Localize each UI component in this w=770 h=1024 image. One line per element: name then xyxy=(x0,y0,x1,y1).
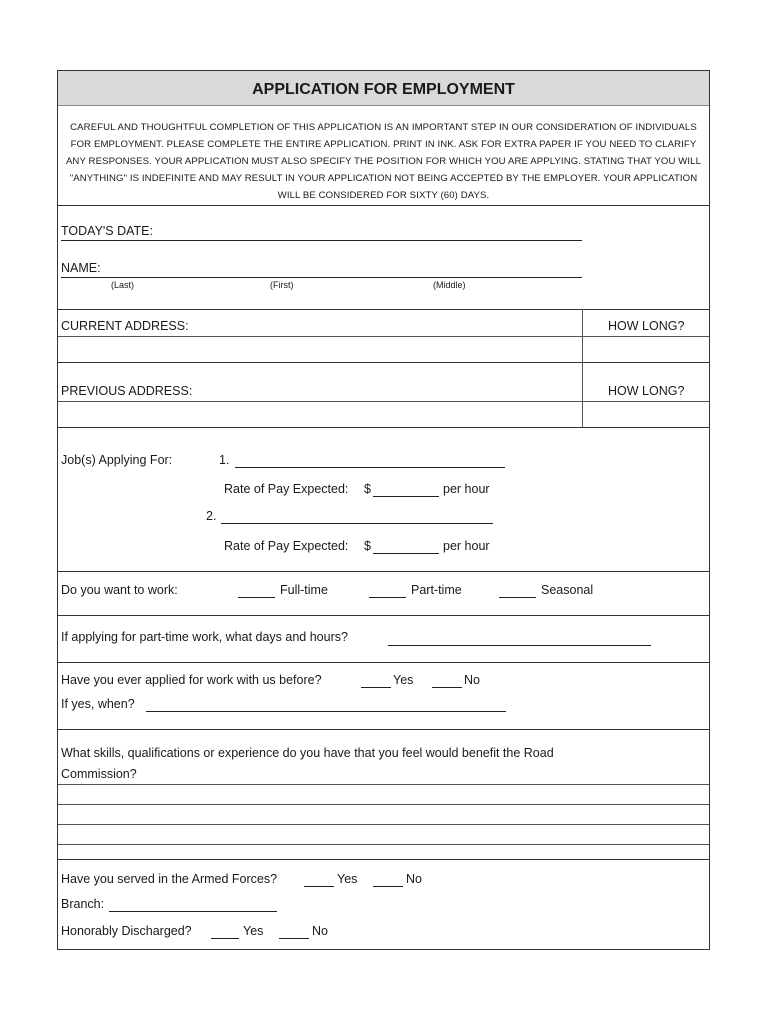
full-time-blank[interactable] xyxy=(238,597,275,598)
branch-label: Branch: xyxy=(61,897,105,911)
seasonal-option: Seasonal xyxy=(541,583,594,597)
current-how-long-field[interactable] xyxy=(583,337,709,361)
armed-yes-label: Yes xyxy=(337,872,358,886)
job-1-number: 1. xyxy=(219,453,230,467)
divider xyxy=(58,205,709,206)
part-time-blank[interactable] xyxy=(369,597,406,598)
job-2-dollar-sign: $ xyxy=(364,539,371,553)
job-1-dollar-sign: $ xyxy=(364,482,371,496)
applied-no-blank[interactable] xyxy=(432,687,462,688)
discharged-question: Honorably Discharged? xyxy=(61,924,192,938)
previous-address-label: PREVIOUS ADDRESS: xyxy=(61,384,193,398)
todays-date-label: TODAY'S DATE: xyxy=(61,224,153,238)
job-1-field[interactable] xyxy=(235,467,505,468)
name-middle-hint: (Middle) xyxy=(433,280,466,290)
divider xyxy=(58,729,709,730)
applied-yes-blank[interactable] xyxy=(361,687,391,688)
discharged-yes-label: Yes xyxy=(243,924,264,938)
applied-before-question: Have you ever applied for work with us before? xyxy=(61,673,322,687)
applied-when-label: If yes, when? xyxy=(61,697,135,711)
applied-when-field[interactable] xyxy=(146,711,506,712)
branch-field[interactable] xyxy=(109,911,277,912)
current-address-field[interactable] xyxy=(58,337,581,361)
job-2-number: 2. xyxy=(206,509,217,523)
divider xyxy=(58,859,709,860)
skills-answer-area[interactable] xyxy=(58,785,709,859)
previous-how-long-label: HOW LONG? xyxy=(608,384,685,398)
skills-question-continued: Commission? xyxy=(61,767,137,781)
full-time-option: Full-time xyxy=(280,583,328,597)
job-2-field[interactable] xyxy=(221,523,493,524)
name-first-hint: (First) xyxy=(270,280,294,290)
skills-question: What skills, qualifications or experience do you have that you feel would benefit the Road xyxy=(61,746,554,760)
discharged-no-label: No xyxy=(312,924,328,938)
job-1-rate-label: Rate of Pay Expected: xyxy=(224,482,349,496)
form-title: APPLICATION FOR EMPLOYMENT xyxy=(58,71,709,106)
job-1-per-hour: per hour xyxy=(443,482,490,496)
divider xyxy=(58,615,709,616)
intro-text: CAREFUL AND THOUGHTFUL COMPLETION OF THIS APPLICATION IS AN IMPORTANT STEP IN OUR CONSIDERATION OF INDIVIDUALS FOR EMPLOYMENT. PLEASE COMPLETE THE ENTIRE APPLICATION. PRINT IN INK. ASK FOR EXTRA PAPER IF YOU NEED TO CLARIFY ANY RESPONSES. YOUR APPLICATION MUST ALSO SPECIFY THE POSITION FOR WHICH YOU ARE APPLYING. STATING THAT YOU WILL "ANYTHING" IS INDEFINITE AND MAY RESULT IN YOUR APPLICATION NOT BEING ACCEPTED BY THE EMPLOYER. YOUR APPLICATION WILL BE CONSIDERED FOR SIXTY (60) DAYS. xyxy=(65,122,702,201)
discharged-yes-blank[interactable] xyxy=(211,938,239,939)
applied-yes-label: Yes xyxy=(393,673,414,687)
part-time-option: Part-time xyxy=(411,583,462,597)
job-2-rate-field[interactable] xyxy=(373,553,439,554)
discharged-no-blank[interactable] xyxy=(279,938,309,939)
seasonal-blank[interactable] xyxy=(499,597,536,598)
jobs-label: Job(s) Applying For: xyxy=(61,453,173,467)
divider xyxy=(58,309,709,310)
name-last-hint: (Last) xyxy=(111,280,135,290)
armed-yes-blank[interactable] xyxy=(304,886,334,887)
previous-address-field[interactable] xyxy=(58,402,581,426)
divider xyxy=(58,662,709,663)
work-type-label: Do you want to work: xyxy=(61,583,178,597)
armed-no-blank[interactable] xyxy=(373,886,403,887)
name-label: NAME: xyxy=(61,261,101,275)
job-1-rate-field[interactable] xyxy=(373,496,439,497)
applied-no-label: No xyxy=(464,673,480,687)
divider xyxy=(58,571,709,572)
job-2-per-hour: per hour xyxy=(443,539,490,553)
todays-date-field[interactable] xyxy=(61,240,582,241)
current-how-long-label: HOW LONG? xyxy=(608,319,685,333)
armed-forces-question: Have you served in the Armed Forces? xyxy=(61,872,278,886)
current-address-label: CURRENT ADDRESS: xyxy=(61,319,189,333)
divider xyxy=(58,427,709,428)
name-field[interactable] xyxy=(61,277,582,278)
application-form xyxy=(57,70,710,950)
job-2-rate-label: Rate of Pay Expected: xyxy=(224,539,349,553)
divider xyxy=(58,362,709,363)
part-time-days-field[interactable] xyxy=(388,645,651,646)
armed-no-label: No xyxy=(406,872,422,886)
previous-how-long-field[interactable] xyxy=(583,402,709,426)
part-time-question: If applying for part-time work, what days and hours? xyxy=(61,630,348,644)
